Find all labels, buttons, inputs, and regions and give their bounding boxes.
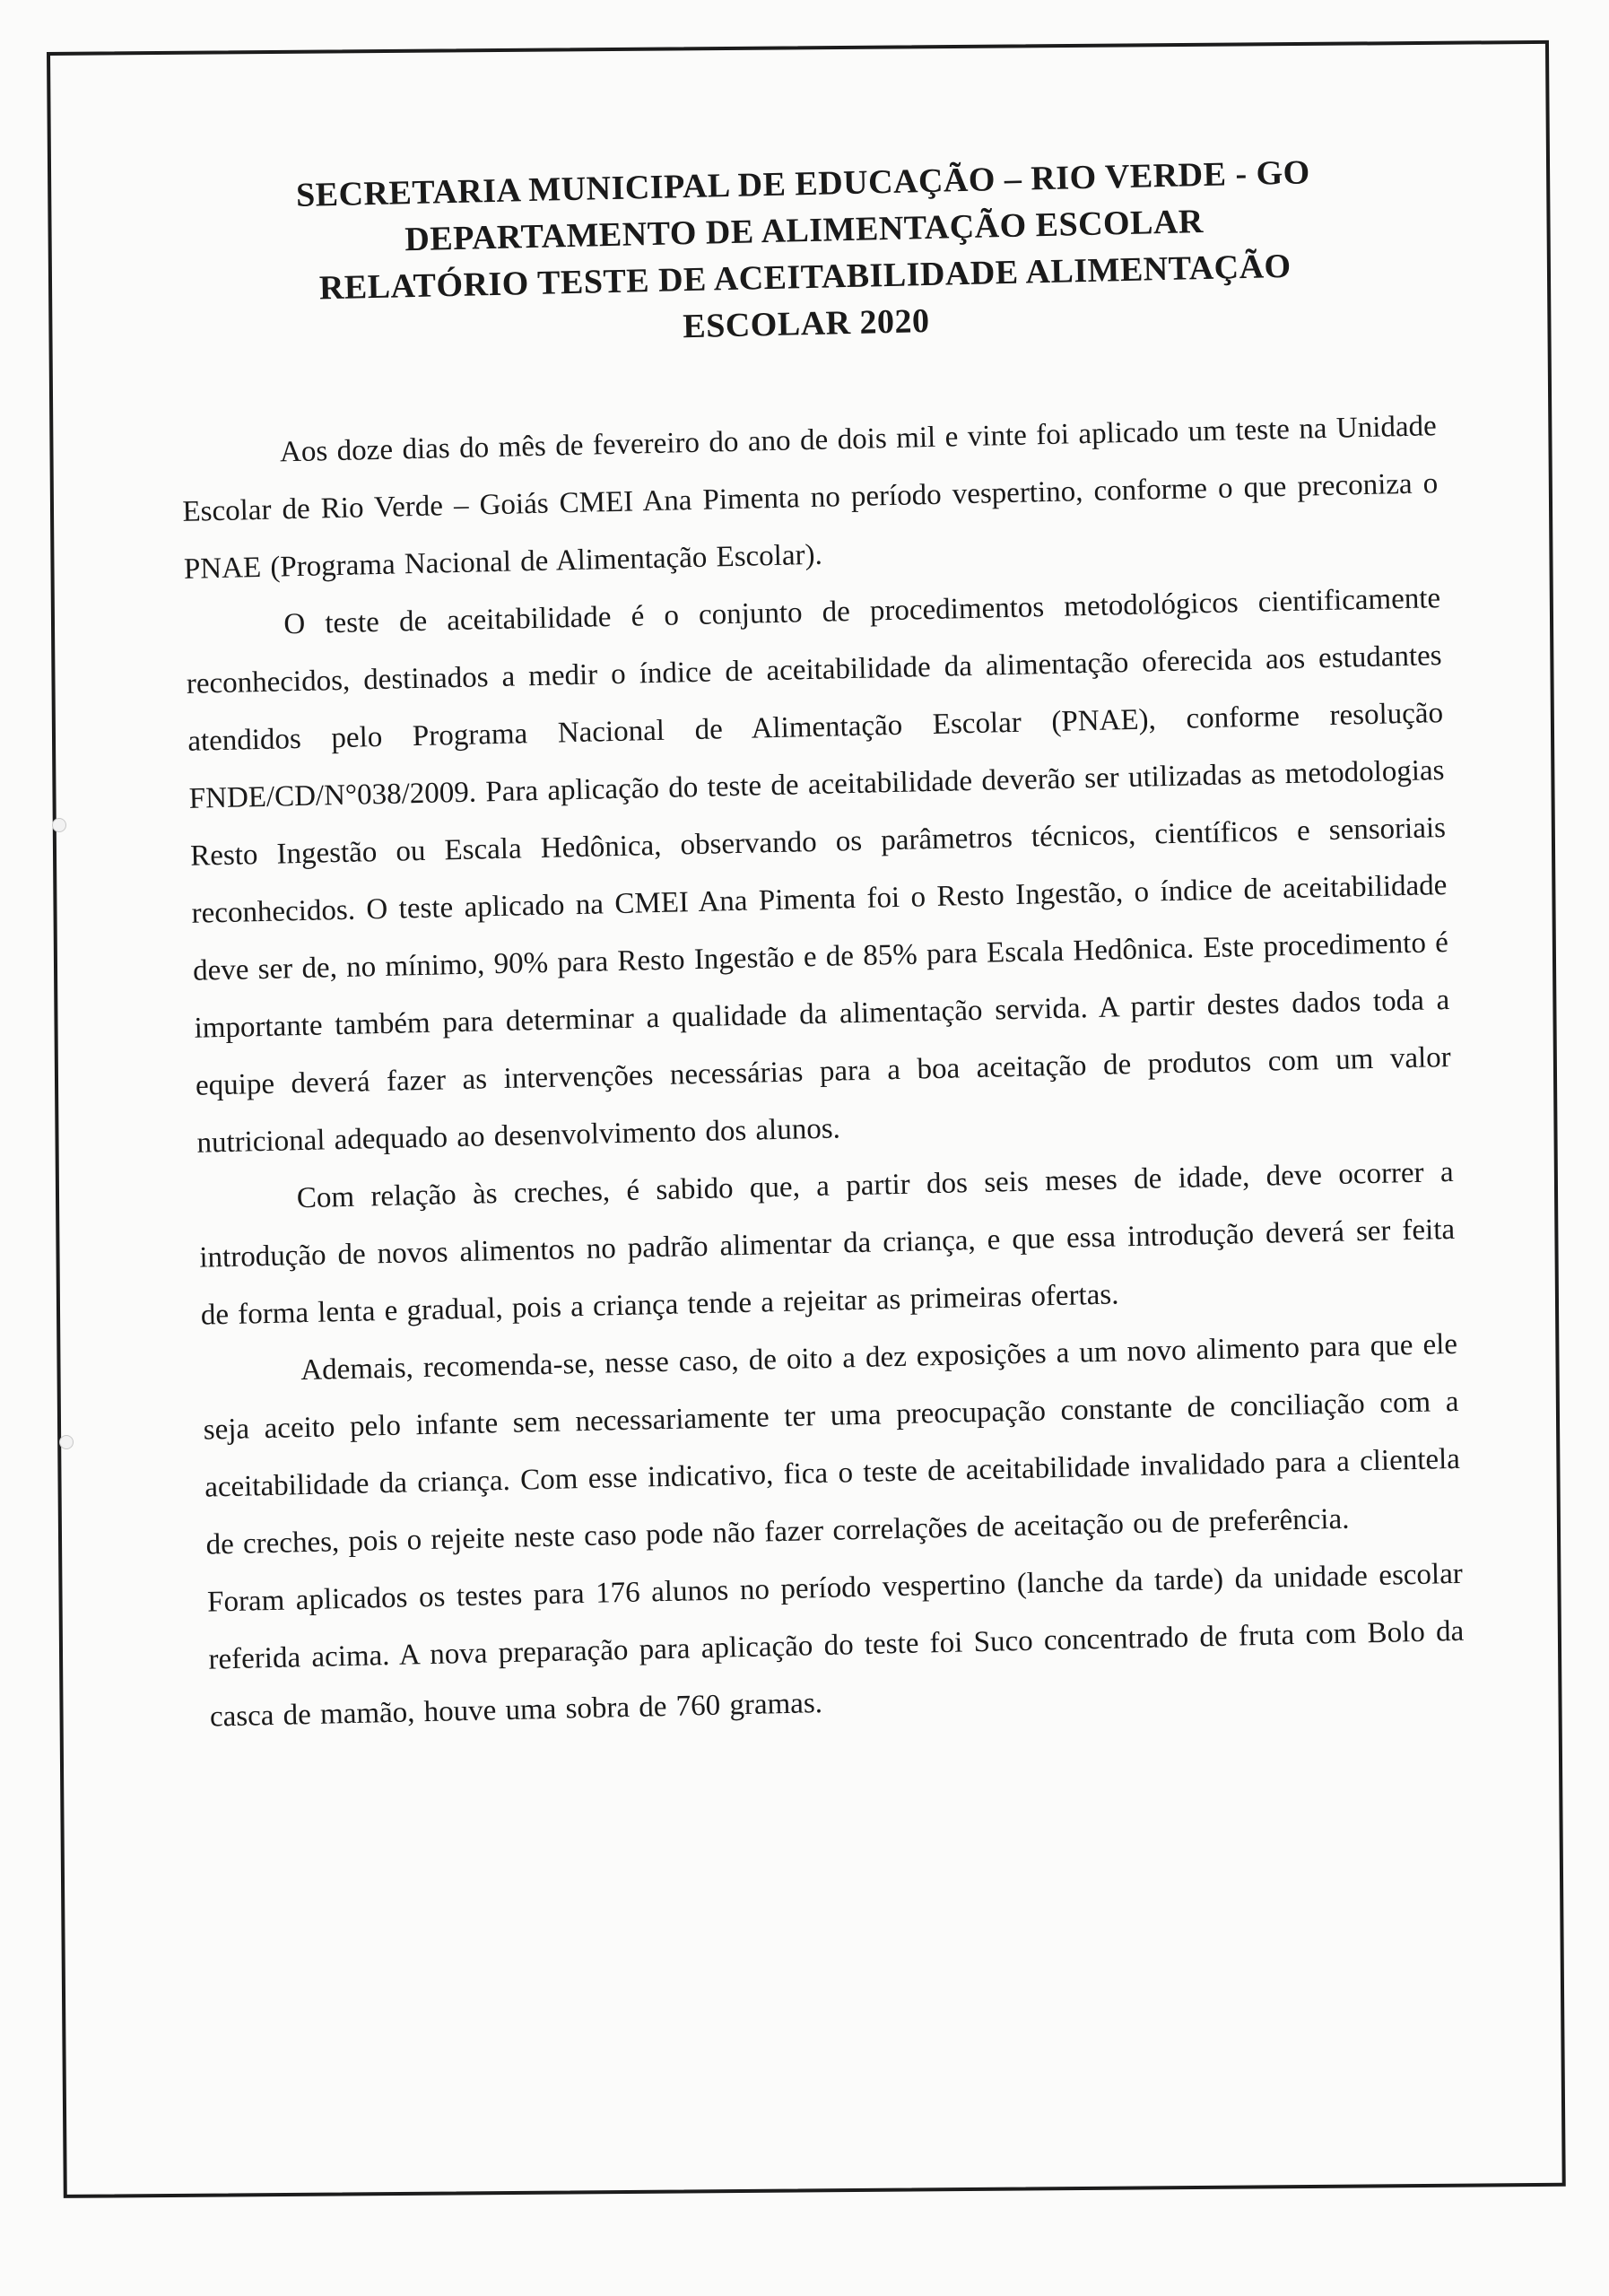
paragraph-resultados: Foram aplicados os testes para 176 alunos no período vespertino (lanche da tarde) da unidade escolar referida acima. A nova preparação para aplicação do teste foi Suco concentrado de fruta com Bolo da casca de mamão, houve uma sobra de 760 gramas. (206, 1557, 1465, 1734)
punch-hole-mark-upper (52, 818, 66, 832)
document-content (175, 146, 1465, 1745)
paragraph-teste-aceitabilidade: O teste de aceitabilidade é o conjunto de procedimentos metodológicos cientificamente reconhecidos, destinados a medir o índice de aceitabilidade da alimentação oferecida aos estudantes atendidos pelo Programa Nacional de Alimentação Escolar (PNAE), conforme resolução FNDE/CD/N°038/2009. Para aplicação do teste de aceitabilidade deverão ser utilizadas as metodologias Resto Ingestão ou Escala Hedônica, observando os parâmetros técnicos, científicos e sensoriais reconhecidos. O teste aplicado na CMEI Ana Pimenta foi o Resto Ingestão, o índice de aceitabilidade deve ser de, no mínimo, 90% para Resto Ingestão e de 85% para Escala Hedônica. Este procedimento é importante também para determinar a qualidade da alimentação servida. A partir destes dados toda a equipe deverá fazer as intervenções necessárias para a boa aceitação de produtos com um valor nutricional adequado ao desenvolvimento dos alunos. (186, 582, 1452, 1160)
heading-line-departamento: DEPARTAMENTO DE ALIMENTAÇÃO ESCOLAR (404, 203, 1205, 259)
paragraph-ademais: Ademais, recomenda-se, nesse caso, de oito a dez exposições a um novo alimento para que ele seja aceito pelo infante sem necessariamente ter uma preocupação constante de conciliação com a aceitabilidade da criança. Com esse indicativo, fica o teste de aceitabilidade invalidado para a clientela de creches, pois o rejeite neste caso pode não fazer correlações de aceitação ou de preferência. (203, 1327, 1461, 1561)
document-body (180, 397, 1465, 1745)
heading-line-relatorio: RELATÓRIO TESTE DE ACEITABILIDADE ALIMENTAÇÃO (318, 247, 1292, 308)
paragraph-creches: Com relação às creches, é sabido que, a partir dos seis meses de idade, deve ocorrer a introdução de novos alimentos no padrão alimentar da criança, e que essa introdução deverá ser feita de forma lenta e gradual, pois a criança tende a rejeitar as primeiras ofertas. (198, 1155, 1456, 1332)
paragraph-intro: Aos doze dias do mês de fevereiro do ano de dois mil e vinte foi aplicado um teste na Unidade Escolar de Rio Verde – Goiás CMEI Ana Pimenta no período vespertino, conforme o que preconiza o PNAE (Programa Nacional de Alimentação Escolar). (182, 410, 1439, 586)
heading-line-secretaria: SECRETARIA MUNICIPAL DE EDUCAÇÃO – RIO VERDE - GO (295, 153, 1311, 214)
heading-line-escolar: ESCOLAR 2020 (682, 301, 930, 346)
document-heading (175, 146, 1434, 361)
punch-hole-mark-lower (59, 1435, 74, 1449)
